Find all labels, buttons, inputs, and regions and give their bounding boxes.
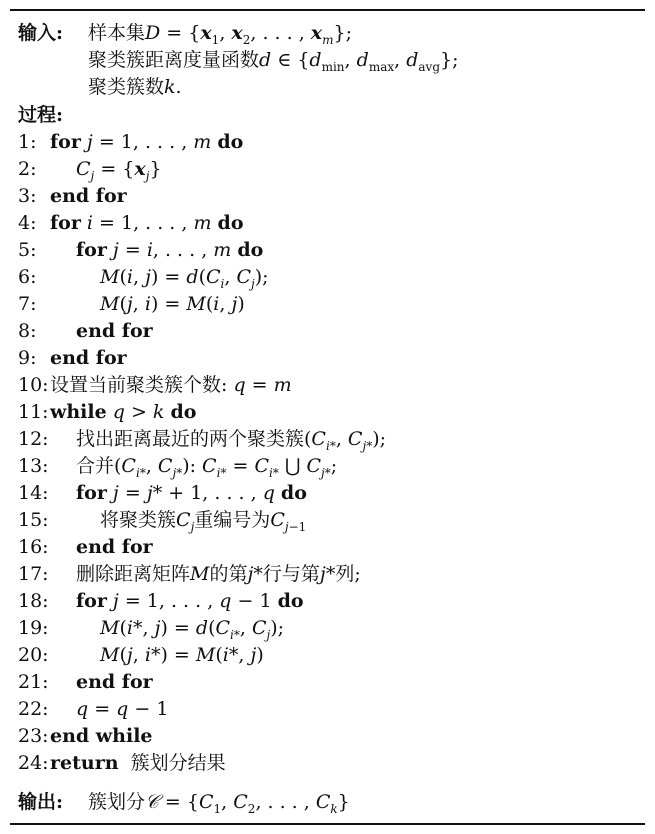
- step-text: end for: [50, 185, 127, 207]
- step-text: end for: [76, 671, 153, 693]
- step-number: 12:: [18, 428, 49, 450]
- step-row: [0, 561, 655, 588]
- step-row: [0, 156, 655, 183]
- step-number: 20:: [18, 644, 49, 666]
- step-number: 8:: [18, 320, 37, 342]
- input-line-2: 聚类簇距离度量函数d ∈ {$d_{min}$, $d_{max}$, $d_{avg}$};: [88, 49, 459, 74]
- step-text: M(j, i*) = M(i*, j): [100, 644, 264, 666]
- input-line-1: 样本集$D = \{x_1$, $x_2$, . . . , $x_m$};: [88, 22, 352, 47]
- input-row-3: [0, 74, 655, 101]
- step-text: 删除距离矩阵M的第j*行与第j*列;: [76, 563, 361, 585]
- step-row: [0, 723, 655, 750]
- step-text: for j = i, . . . , m do: [76, 239, 264, 261]
- step-row: [0, 534, 655, 561]
- input-label: 输入:: [18, 22, 64, 44]
- step-text: for j = 1, . . . , m do: [50, 131, 244, 153]
- step-text: q = q − 1: [76, 698, 169, 720]
- step-row: [0, 642, 655, 669]
- step-number: 2:: [18, 158, 37, 180]
- bottom-rule: [10, 823, 645, 825]
- step-number: 3:: [18, 185, 37, 207]
- step-number: 10:: [18, 374, 49, 396]
- step-row: [0, 507, 655, 534]
- step-row: [0, 588, 655, 615]
- step-text: while q > k do: [50, 401, 197, 423]
- step-text: for j = j* + 1, . . . , q do: [76, 482, 307, 504]
- step-text: return 簇划分结果: [50, 752, 226, 774]
- step-number: 9:: [18, 347, 37, 369]
- output-row: [0, 789, 655, 816]
- step-text: M(j, i) = M(i, j): [100, 293, 245, 315]
- step-row: [0, 237, 655, 264]
- step-text: for j = 1, . . . , q − 1 do: [76, 590, 304, 612]
- step-number: 4:: [18, 212, 37, 234]
- step-text: end for: [76, 320, 153, 342]
- step-number: 13:: [18, 455, 49, 477]
- step-text: M(i, $j) = d(C_i$, $C_j$);: [100, 266, 269, 291]
- step-number: 19:: [18, 617, 49, 639]
- step-number: 16:: [18, 536, 49, 558]
- input-row: [0, 20, 655, 47]
- step-text: 设置当前聚类簇个数: q = m: [50, 374, 292, 396]
- step-number: 18:: [18, 590, 49, 612]
- step-row: [0, 291, 655, 318]
- step-row: [0, 453, 655, 480]
- step-text: for i = 1, . . . , m do: [50, 212, 244, 234]
- output-text: 簇划分𝒞 = {$C_1$, $C_2$, . . . , $C_k$}: [88, 791, 350, 816]
- process-row: [0, 102, 655, 129]
- step-number: 23:: [18, 725, 49, 747]
- step-row: [0, 480, 655, 507]
- step-row: [0, 399, 655, 426]
- step-number: 6:: [18, 266, 37, 288]
- step-row: [0, 318, 655, 345]
- input-line-3: 聚类簇数k.: [88, 76, 182, 98]
- input-row-2: [0, 47, 655, 74]
- step-row: [0, 345, 655, 372]
- step-text: $C_j = \{x_j\}$: [76, 158, 162, 183]
- step-text: end while: [50, 725, 153, 747]
- step-row: [0, 183, 655, 210]
- step-number: 14:: [18, 482, 49, 504]
- step-number: 17:: [18, 563, 49, 585]
- step-text: M(i*, $j) = d(C_{i*}$, $C_j$);: [100, 617, 285, 642]
- step-row: [0, 372, 655, 399]
- step-row: [0, 615, 655, 642]
- step-number: 5:: [18, 239, 37, 261]
- step-row: [0, 750, 655, 777]
- step-row: [0, 129, 655, 156]
- step-text: 合并($C_{i*}$, $C_{j*}$): $C_{i*} = C_{i*}$ ⋃ $C_{j*}$;: [76, 455, 338, 480]
- step-text: end for: [50, 347, 127, 369]
- step-number: 24:: [18, 752, 49, 774]
- step-number: 1:: [18, 131, 37, 153]
- step-text: 找出距离最近的两个聚类簇($C_{i*}$, $C_{j*}$);: [76, 428, 387, 453]
- output-label: 输出:: [18, 791, 64, 813]
- step-number: 22:: [18, 698, 49, 720]
- process-label: 过程:: [18, 104, 64, 126]
- step-number: 7:: [18, 293, 37, 315]
- step-text: 将聚类簇$C_j$重编号为$C_{j-1}$: [100, 509, 307, 534]
- step-text: end for: [76, 536, 153, 558]
- step-row: [0, 210, 655, 237]
- step-row: [0, 426, 655, 453]
- step-row: [0, 696, 655, 723]
- step-row: [0, 669, 655, 696]
- step-number: 15:: [18, 509, 49, 531]
- step-number: 21:: [18, 671, 49, 693]
- step-row: [0, 264, 655, 291]
- step-number: 11:: [18, 401, 49, 423]
